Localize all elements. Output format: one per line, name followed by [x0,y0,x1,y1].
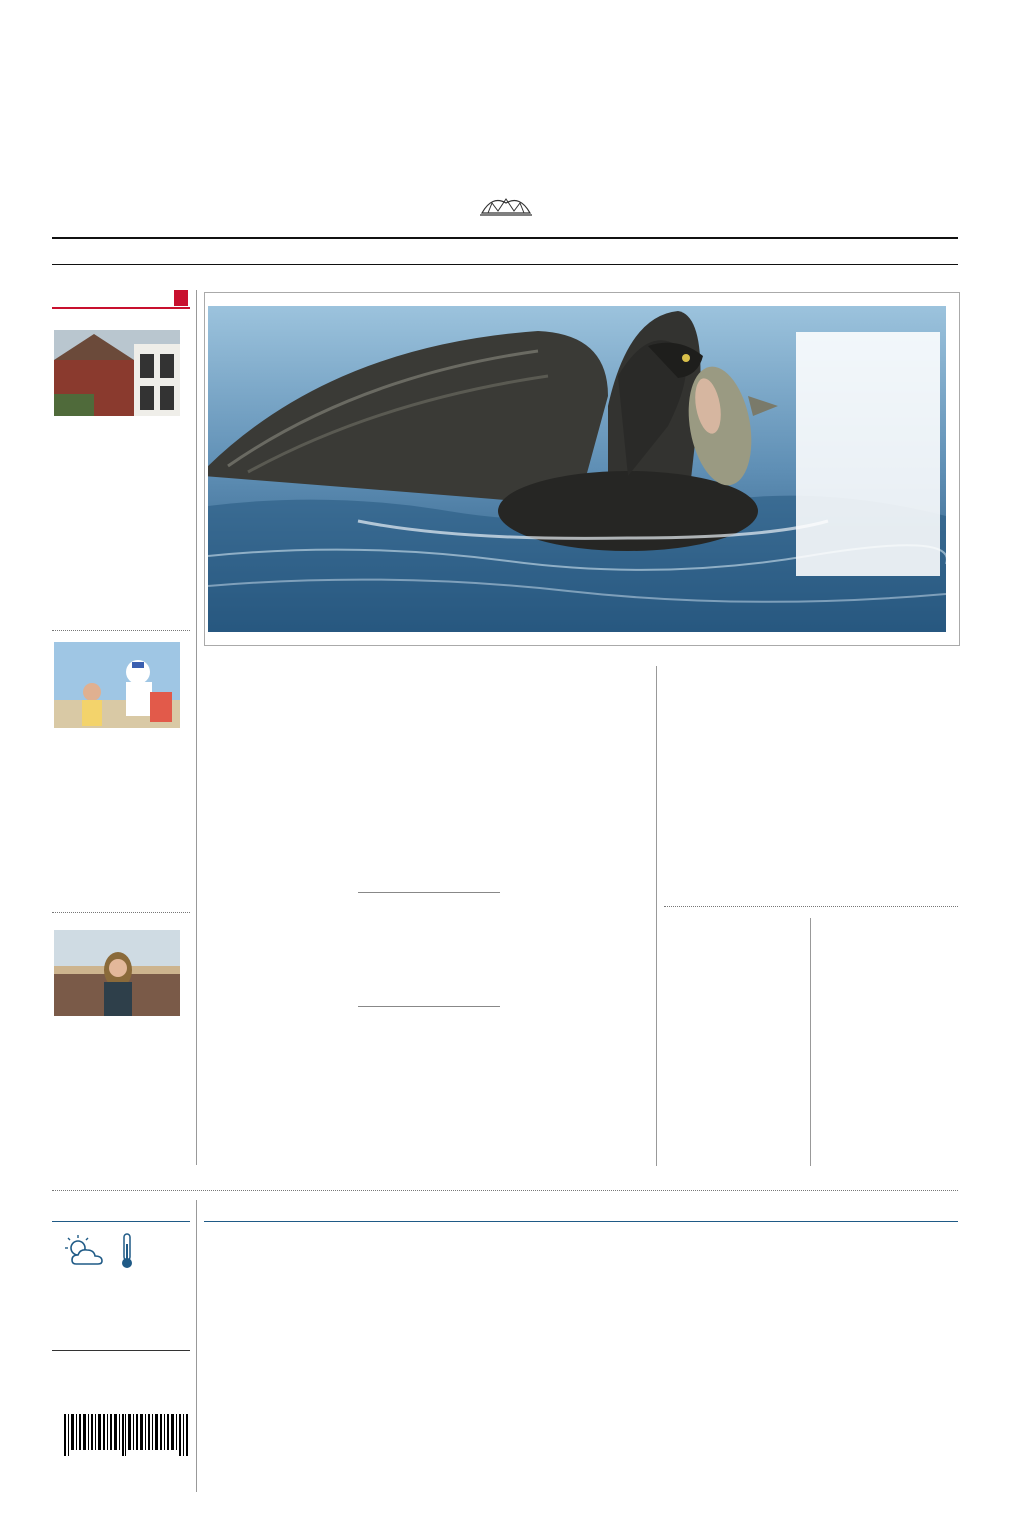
quote-rule-bottom [358,1006,500,1007]
sidebar-sep-2 [52,912,190,913]
sidebar-marker-icon [174,290,188,306]
dateline-rule [52,264,958,265]
quote-rule-top [358,892,500,893]
staedtetag-text [664,992,806,1007]
weather-rule [52,1221,190,1222]
lead-col-3 [510,804,652,833]
sidebar-photo-beach [54,642,180,728]
box-divider [810,918,811,1166]
lead-col-2a [358,804,500,833]
photo-caption-box [796,332,940,576]
sun-cloud-icon [62,1234,106,1268]
sidebar-sep-1 [52,630,190,631]
trump-sep [664,906,958,907]
trump-col-2 [816,738,958,753]
thermometer-icon [120,1232,134,1270]
lead-divider [656,666,657,1166]
sidebar-text-2 [52,760,180,763]
sidebar-divider [196,290,197,1165]
lead-col-2c [358,1020,500,1049]
sidebar-text-3 [52,1054,180,1057]
lead-col-1 [206,830,348,859]
crest-icon [478,193,534,219]
bahn-text [816,992,958,1007]
masthead-rule [52,237,958,239]
service-rule [52,1350,190,1351]
weather-divider [196,1200,197,1492]
sidebar-photo-house [54,330,180,416]
sidebar-text-1 [52,452,180,455]
bottom-sep [52,1190,958,1191]
barcode-icon [64,1414,188,1456]
sidebar-rule [52,307,190,309]
sidebar-photo-singer [54,930,180,1016]
seitenblick-rule [204,1221,958,1222]
